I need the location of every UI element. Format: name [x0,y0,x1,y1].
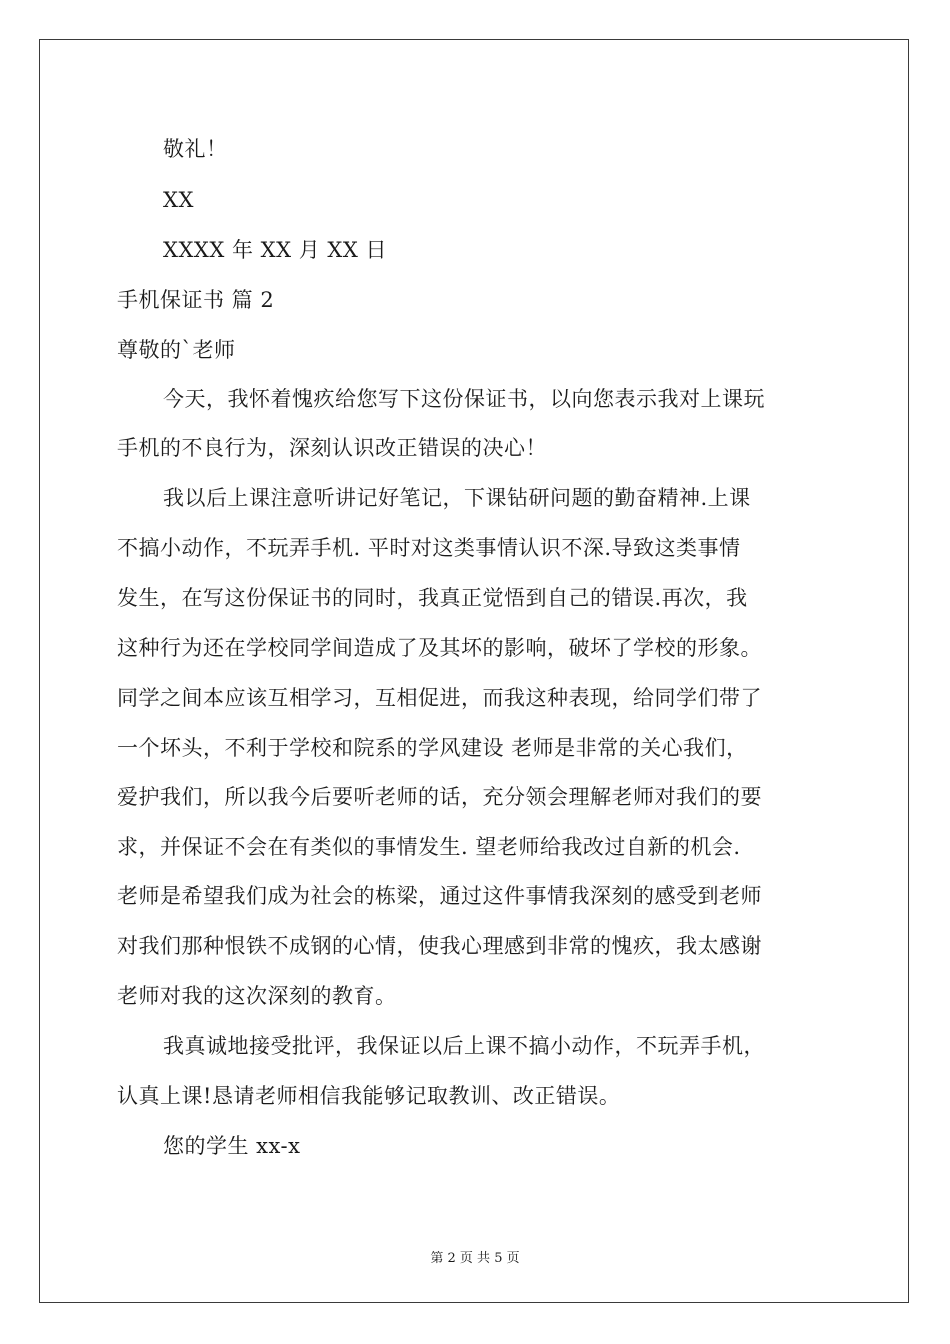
paragraph-1-line: 今天，我怀着愧疚给您写下这份保证书，以向您表示我对上课玩 [163,387,765,411]
page-border [39,39,909,1303]
paragraph-2-line: 爱护我们，所以我今后要听老师的话，充分领会理解老师对我们的要 [117,785,762,809]
paragraph-2-line: 对我们那种恨铁不成钢的心情，使我心理感到非常的愧疚，我太感谢 [117,934,762,958]
closing-date: XXXX 年 XX 月 XX 日 [163,238,387,262]
paragraph-2-line: 同学之间本应该互相学习，互相促进，而我这种表现，给同学们带了 [117,686,762,710]
paragraph-2-line: 老师是希望我们成为社会的栋梁，通过这件事情我深刻的感受到老师 [117,884,762,908]
page-number-footer: 第 2 页 共 5 页 [430,1251,520,1266]
paragraph-2-line: 老师对我的这次深刻的教育。 [117,984,397,1008]
letter-sign-off: 您的学生 xx-x [163,1134,301,1158]
paragraph-2-line: 一个坏头，不利于学校和院系的学风建设 老师是非常的关心我们， [117,736,748,760]
closing-salute: 敬礼！ [163,137,228,161]
paragraph-3-line: 认真上课!恳请老师相信我能够记取教训、改正错误。 [117,1084,621,1108]
paragraph-1-line: 手机的不良行为，深刻认识改正错误的决心！ [117,436,547,460]
section-heading: 手机保证书 篇 2 [117,288,275,312]
paragraph-2-line: 不搞小动作，不玩弄手机. 平时对这类事情认识不深.导致这类事情 [117,536,741,560]
paragraph-2-line: 发生，在写这份保证书的同时，我真正觉悟到自己的错误.再次，我 [117,586,748,610]
closing-signature: XX [163,188,194,212]
paragraph-3-line: 我真诚地接受批评，我保证以后上课不搞小动作，不玩弄手机， [163,1034,765,1058]
paragraph-2-line: 我以后上课注意听讲记好笔记，下课钻研问题的勤奋精神.上课 [163,486,751,510]
paragraph-2-line: 求，并保证不会在有类似的事情发生. 望老师给我改过自新的机会. [117,835,741,859]
paragraph-2-line: 这种行为还在学校同学间造成了及其坏的影响，破坏了学校的形象。 [117,636,762,660]
letter-greeting: 尊敬的`老师 [117,338,236,362]
